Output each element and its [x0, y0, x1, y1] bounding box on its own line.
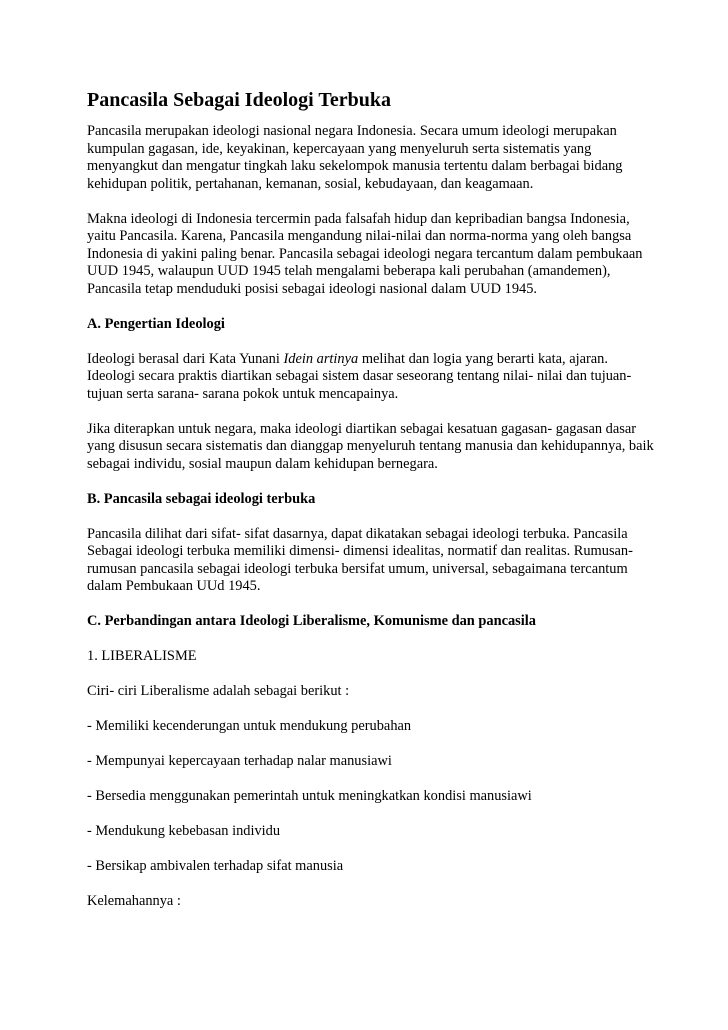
section-a-paragraph-1: [87, 351, 657, 404]
section-b-heading: B. Pancasila sebagai ideologi terbuka: [87, 490, 316, 507]
document-title: Pancasila Sebagai Ideologi Terbuka: [87, 89, 391, 111]
section-a-paragraph-1-start: Ideologi berasal dari Kata Yunani: [87, 350, 284, 367]
list-item: - Bersedia menggunakan pemerintah untuk meningkatkan kondisi manusiawi: [87, 788, 532, 804]
liberalisme-subheading: 1. LIBERALISME: [87, 648, 197, 664]
section-a-heading: A. Pengertian Ideologi: [87, 315, 225, 332]
list-item: - Mendukung kebebasan individu: [87, 823, 281, 839]
section-c-heading: C. Perbandingan antara Ideologi Liberalisme, Komunisme dan pancasila: [87, 613, 536, 629]
intro-paragraph-2: Makna ideologi di Indonesia tercermin pada falsafah hidup dan kepribadian bangsa Indonesia, yaitu Pancasila. Karena, Pancasila mengandung nilai-nilai dan norma-norma yang oleh bangsa Indonesia di yakini paling benar. Pancasila sebagai ideologi negara tercantum dalam pembukaan UUD 1945, walaupun UUD 1945 telah mengalami beberapa kali perubahan (amandemen), Pancasila tetap menduduki posisi sebagai ideologi nasional dalam UUD 1945.: [87, 210, 643, 297]
section-a-paragraph-1-end: melihat dan logia yang berarti kata, ajaran. Ideologi secara praktis diartikan sebagai sistem dasar seseorang tentang nilai- nilai dan tujuan- tujuan serta sarana- sarana pokok untuk mencapainya.: [87, 350, 632, 402]
section-a-paragraph-2: Jika diterapkan untuk negara, maka ideologi diartikan sebagai kesatuan gagasan- gagasan dasar yang disusun secara sistematis dan dianggap menyeluruh tentang manusia dan kehidupannya, baik sebagai individu, sosial maupun dalam kehidupan bernegara.: [87, 420, 654, 472]
intro-paragraph-1: Pancasila merupakan ideologi nasional negara Indonesia. Secara umum ideologi merupakan kumpulan gagasan, ide, keyakinan, kepercayaan yang menyeluruh serta sistematis yang menyangkut dan mengatur tingkah laku sekelompok manusia tertentu dalam berbagai bidang kehidupan politik, pertahanan, kemanan, sosial, kebudayaan, dan keagamaan.: [87, 123, 623, 192]
list-item: - Memiliki kecenderungan untuk mendukung perubahan: [87, 718, 412, 734]
weakness-label: Kelemahannya :: [87, 893, 181, 909]
section-b-paragraph-1: Pancasila dilihat dari sifat- sifat dasarnya, dapat dikatakan sebagai ideologi terbuka. Pancasila Sebagai ideologi terbuka memiliki dimensi- dimensi idealitas, normatif dan realitas. Rumusan- rumusan pancasila sebagai ideologi terbuka bersifat umum, universal, sebagaimana tercantum dalam Pembukaan UUd 1945.: [87, 525, 633, 594]
list-item: - Bersikap ambivalen terhadap sifat manusia: [87, 858, 344, 874]
document-page: [87, 88, 657, 928]
liberalisme-intro: Ciri- ciri Liberalisme adalah sebagai berikut :: [87, 683, 350, 699]
section-a-italic-term: Idein artinya: [283, 350, 359, 367]
list-item: - Mempunyai kepercayaan terhadap nalar manusiawi: [87, 753, 392, 769]
